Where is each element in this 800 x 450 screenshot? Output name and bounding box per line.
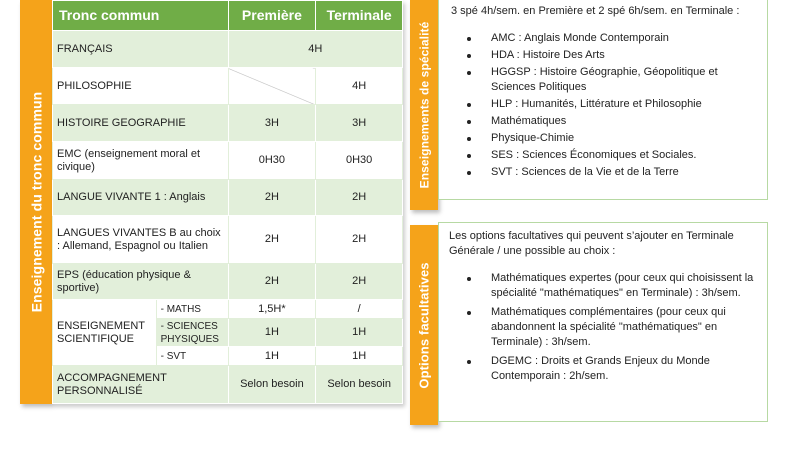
row-value-terminale: Selon besoin — [316, 366, 403, 404]
bullet-icon — [467, 120, 471, 124]
table-row — [53, 216, 403, 264]
row-value-premiere: 1H — [228, 319, 316, 347]
row-value-premiere: 1H — [228, 347, 316, 366]
tronc-commun-side-band — [20, 0, 52, 404]
bullet-icon — [467, 360, 471, 364]
row-label: HISTOIRE GEOGRAPHIE — [53, 105, 229, 142]
bullet-icon — [467, 54, 471, 58]
header-terminale: Terminale — [316, 1, 403, 31]
row-value-terminale: 2H — [316, 216, 403, 264]
specialite-side-band — [410, 0, 438, 210]
options-side-label: Options facultatives — [416, 261, 432, 389]
list-item: Mathématiques — [439, 114, 755, 129]
row-value-terminale: 1H — [316, 347, 403, 366]
row-label: EMC (enseignement moral et civique) — [53, 142, 229, 180]
row-value-terminale: 2H — [316, 264, 403, 300]
table-row — [53, 180, 403, 216]
table-row — [53, 300, 403, 319]
list-item: AMC : Anglais Monde Contemporain — [439, 31, 755, 46]
tronc-commun-side-label: Enseignement du tronc commun — [28, 91, 45, 313]
row-value-premiere: 2H — [228, 264, 316, 300]
row-value-premiere: 4H — [228, 31, 402, 68]
row-value-premiere: 3H — [228, 105, 316, 142]
table-row — [53, 31, 403, 68]
table-row — [53, 264, 403, 300]
table-row — [53, 68, 403, 105]
header-premiere: Première — [228, 1, 316, 31]
specialite-intro: 3 spé 4h/sem. en Première et 2 spé 6h/sem. en Terminale : — [451, 5, 740, 17]
row-label: LANGUES VIVANTES B au choix : Allemand, Espagnol ou Italien — [53, 216, 229, 264]
tronc-commun-panel — [20, 0, 392, 404]
options-intro: Les options facultatives qui peuvent s’ajouter en Terminale Générale / une possible au choix : — [449, 230, 734, 257]
row-label: PHILOSOPHIE — [53, 68, 229, 105]
sub-row-label: - MATHS — [156, 300, 228, 319]
header-tronc-commun: Tronc commun — [53, 1, 229, 31]
row-value-terminale: 1H — [316, 319, 403, 347]
row-value-terminale: 3H — [316, 105, 403, 142]
row-value-premiere: 0H30 — [228, 142, 316, 180]
table-row — [53, 105, 403, 142]
bullet-icon — [467, 311, 471, 315]
row-value-premiere: 2H — [228, 180, 316, 216]
row-value-premiere-empty — [228, 68, 316, 105]
list-item: SVT : Sciences de la Vie et de la Terre — [439, 165, 755, 180]
sub-row-label: - SCIENCES PHYSIQUES — [156, 319, 228, 347]
row-label: FRANÇAIS — [53, 31, 229, 68]
table-row — [53, 142, 403, 180]
list-item: DGEMC : Droits et Grands Enjeux du Monde Contemporain : 2h/sem. — [439, 354, 755, 384]
list-item: SES : Sciences Économiques et Sociales. — [439, 148, 755, 163]
row-value-premiere: Selon besoin — [228, 366, 316, 404]
sub-row-label: - SVT — [156, 347, 228, 366]
list-item: Mathématiques complémentaires (pour ceux qui abandonnent la spécialité "mathématiques" en Terminale) : 3h/sem. — [439, 305, 755, 350]
list-item: HLP : Humanités, Littérature et Philosophie — [439, 97, 755, 112]
table-row — [53, 366, 403, 404]
specialite-box — [438, 0, 768, 200]
bullet-icon — [467, 71, 471, 75]
bullet-icon — [467, 137, 471, 141]
bullet-icon — [467, 277, 471, 281]
bullet-icon — [467, 171, 471, 175]
row-label: ACCOMPAGNEMENT PERSONNALISÉ — [53, 366, 229, 404]
list-item: HGGSP : Histoire Géographie, Géopolitique et Sciences Politiques — [439, 65, 755, 95]
specialite-list — [439, 31, 755, 180]
bullet-icon — [467, 103, 471, 107]
row-value-terminale: 4H — [316, 68, 403, 105]
options-box — [438, 222, 768, 422]
options-list — [439, 271, 755, 384]
row-label: EPS (éducation physique & sportive) — [53, 264, 229, 300]
list-item: HDA : Histoire Des Arts — [439, 48, 755, 63]
list-item: Physique-Chimie — [439, 131, 755, 146]
row-value-premiere: 1,5H* — [228, 300, 316, 319]
specialite-side-label: Enseignements de spécialité — [417, 21, 432, 189]
row-value-terminale: 2H — [316, 180, 403, 216]
row-value-terminale: 0H30 — [316, 142, 403, 180]
row-value-terminale: / — [316, 300, 403, 319]
enseignement-scientifique-label: ENSEIGNEMENT SCIENTIFIQUE — [53, 300, 157, 366]
bullet-icon — [467, 37, 471, 41]
bullet-icon — [467, 154, 471, 158]
row-value-premiere: 2H — [228, 216, 316, 264]
row-label: LANGUE VIVANTE 1 : Anglais — [53, 180, 229, 216]
tronc-commun-table — [52, 0, 403, 404]
list-item: Mathématiques expertes (pour ceux qui choisissent la spécialité "mathématiques" en Terminale) : 3h/sem. — [439, 271, 755, 301]
options-side-band — [410, 225, 438, 425]
